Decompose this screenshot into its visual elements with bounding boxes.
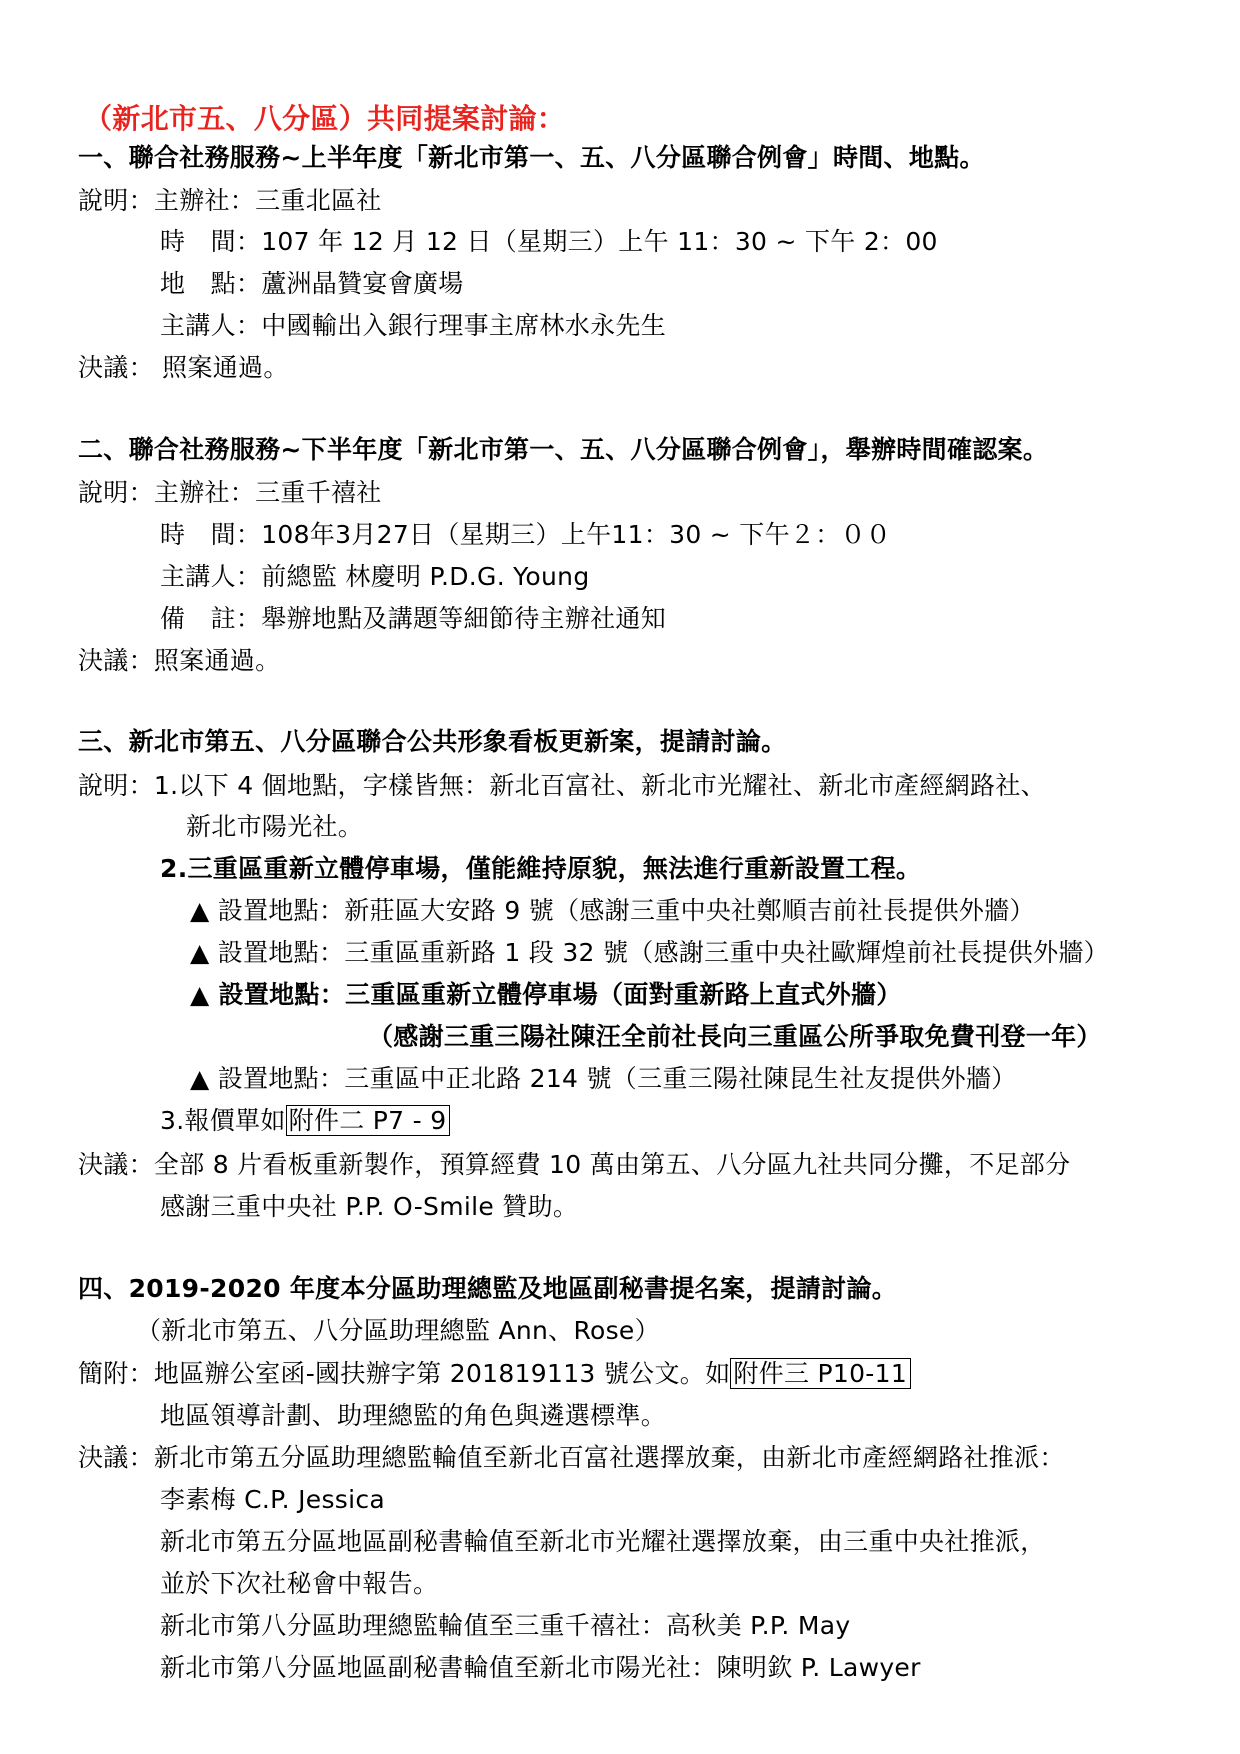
item-3-heading: 三、新北市第五、八分區聯合公共形象看板更新案，提請討論。 xyxy=(78,727,787,756)
doc-title: （新北市五、八分區）共同提案討論： xyxy=(84,102,566,135)
item-3-note-1: 說明：1.以下 4 個地點，字樣皆無：新北百富社、新北市光耀社、新北市產經網路社、 xyxy=(78,771,1046,800)
item-2-note: 備 註：舉辦地點及講題等細節待主辦社通知 xyxy=(160,604,667,633)
item-4-heading: 四、2019-2020 年度本分區助理總監及地區副秘書提名案，提請討論。 xyxy=(78,1274,898,1303)
item-3-location-1: ▲ 設置地點：新莊區大安路 9 號（感謝三重中央社鄭順吉前社長提供外牆） xyxy=(190,896,1035,925)
item-3-note-3 xyxy=(160,1105,450,1137)
item-4-resolution-2-cont: 並於下次社秘會中報告。 xyxy=(160,1569,439,1598)
item-3-resolution: 決議：全部 8 片看板重新製作，預算經費 10 萬由第五、八分區九社共同分攤，不足部分 xyxy=(78,1150,1071,1179)
item-2-time: 時 間：108年3月27日（星期三）上午11：30 ~ 下午２：００ xyxy=(160,520,892,549)
item-1-resolution: 決議： 照案通過。 xyxy=(78,353,289,382)
quote-label: 3.報價單如 xyxy=(160,1106,286,1135)
item-4-resolution-2: 新北市第五分區地區副秘書輪值至新北市光耀社選擇放棄，由三重中央社推派， xyxy=(160,1527,1046,1556)
item-3-location-2: ▲ 設置地點：三重區重新路 1 段 32 號（感謝三重中央社歐輝煌前社長提供外牆） xyxy=(190,938,1109,967)
attachment-2-ref: 附件二 P7 - 9 xyxy=(286,1105,451,1136)
item-3-note-1-cont: 新北市陽光社。 xyxy=(186,812,364,841)
item-3-location-4: ▲ 設置地點：三重區中正北路 214 號（三重三陽社陳昆生社友提供外牆） xyxy=(190,1064,1017,1093)
attachment-3-ref: 附件三 P10-11 xyxy=(730,1358,911,1389)
item-4-attachment-text: 簡附：地區辦公室函-國扶辦字第 201819113 號公文。如 xyxy=(78,1359,731,1388)
item-4-subheading: （新北市第五、八分區助理總監 Ann、Rose） xyxy=(136,1316,660,1345)
item-2-resolution: 決議：照案通過。 xyxy=(78,646,281,675)
item-3-note-2: 2.三重區重新立體停車場，僅能維持原貌，無法進行重新設置工程。 xyxy=(160,854,922,883)
item-2-host: 說明：主辦社：三重千禧社 xyxy=(78,478,382,507)
item-3-location-3-thanks: （感謝三重三陽社陳汪全前社長向三重區公所爭取免費刊登一年） xyxy=(368,1022,1102,1051)
item-4-resolution-1: 決議：新北市第五分區助理總監輪值至新北百富社選擇放棄，由新北市產經網路社推派： xyxy=(78,1443,1065,1472)
item-3-resolution-cont: 感謝三重中央社 P.P. O-Smile 贊助。 xyxy=(160,1192,579,1221)
item-4-resolution-1-cont: 李素梅 C.P. Jessica xyxy=(160,1485,386,1514)
item-2-heading: 二、聯合社務服務~下半年度「新北市第一、五、八分區聯合例會」，舉辦時間確認案。 xyxy=(78,435,1049,464)
item-2-speaker: 主講人：前總監 林慶明 P.D.G. Young xyxy=(160,562,590,591)
item-4-attachment-cont: 地區領導計劃、助理總監的角色與遴選標準。 xyxy=(160,1401,667,1430)
item-1-location: 地 點：蘆洲晶贊宴會廣場 xyxy=(160,269,464,298)
item-1-heading: 一、聯合社務服務~上半年度「新北市第一、五、八分區聯合例會」時間、地點。 xyxy=(78,143,985,172)
item-1-time: 時 間：107 年 12 月 12 日（星期三）上午 11：30 ~ 下午 2：00 xyxy=(160,227,938,256)
item-4-resolution-3: 新北市第八分區助理總監輪值至三重千禧社：高秋美 P.P. May xyxy=(160,1611,851,1640)
item-4-resolution-4: 新北市第八分區地區副秘書輪值至新北市陽光社：陳明欽 P. Lawyer xyxy=(160,1653,921,1682)
item-4-attachment-line xyxy=(78,1358,911,1390)
item-1-host: 說明：主辦社：三重北區社 xyxy=(78,186,382,215)
item-1-speaker: 主講人：中國輸出入銀行理事主席林水永先生 xyxy=(160,311,667,340)
item-3-location-3: ▲ 設置地點：三重區重新立體停車場（面對重新路上直式外牆） xyxy=(190,980,902,1009)
